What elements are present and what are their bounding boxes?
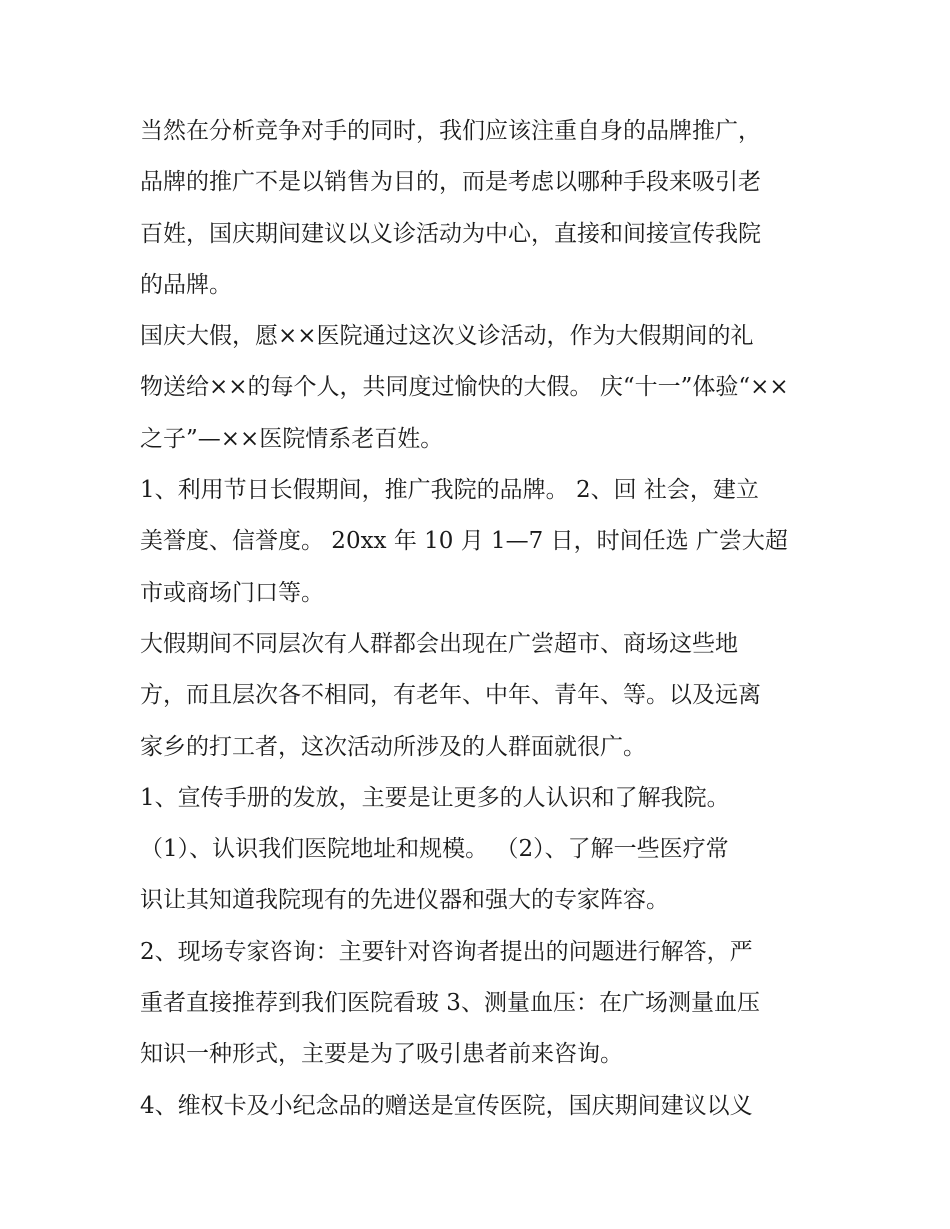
text-line-16: 识让其知道我院现有的先进仪器和强大的专家阵容。 (140, 887, 669, 914)
text-line-15: （1）、认识我们医院地址和规模。 （2）、了解一些医疗常 (140, 836, 729, 863)
text-line-8: 1、利用节日长假期间，推广我院的品牌。 2、回 社会，建立 (140, 477, 759, 504)
text-line-2: 品牌的推广不是以销售为目的，而是考虑以哪种手段来吸引老 (140, 169, 761, 196)
text-line-20: 4、维权卡及小纪念品的赠送是宣传医院，国庆期间建议以义 (140, 1092, 753, 1119)
text-line-1: 当然在分析竞争对手的同时，我们应该注重自身的品牌推广， (140, 118, 761, 144)
text-line-17: 2、现场专家咨询：主要针对咨询者提出的问题进行解答，严 (140, 938, 753, 965)
document-body (140, 106, 830, 1132)
text-line-12: 方，而且层次各不相同，有老年、中年、青年、等。以及远离 (140, 682, 761, 709)
text-line-18: 重者直接推荐到我们医院看玻 3、测量血压：在广场测量血压 (140, 990, 760, 1017)
text-line-7: 之子”—××医院情系老百姓。 (140, 425, 444, 452)
text-line-14: 1、宣传手册的发放，主要是让更多的人认识和了解我院。 (140, 784, 730, 811)
text-line-6: 物送给××的每个人，共同度过愉快的大假。 庆“十一”体验“×× (140, 374, 789, 401)
text-line-13: 家乡的打工者，这次活动所涉及的人群面就很广。 (140, 733, 646, 760)
text-line-11: 大假期间不同层次有人群都会出现在广尝超市、商场这些地 (140, 630, 738, 657)
text-line-5: 国庆大假，愿××医院通过这次义诊活动，作为大假期间的礼 (140, 323, 754, 350)
text-line-19: 知识一种形式，主要是为了吸引患者前来咨询。 (140, 1041, 623, 1068)
text-line-4: 的品牌。 (140, 271, 232, 298)
text-line-3: 百姓，国庆期间建议以义诊活动为中心，直接和间接宣传我院 (140, 220, 761, 247)
text-line-9: 美誉度、信誉度。 20xx 年 10 月 1—7 日，时间任选 广尝大超 (140, 528, 788, 555)
text-line-10: 市或商场门口等。 (140, 579, 324, 606)
